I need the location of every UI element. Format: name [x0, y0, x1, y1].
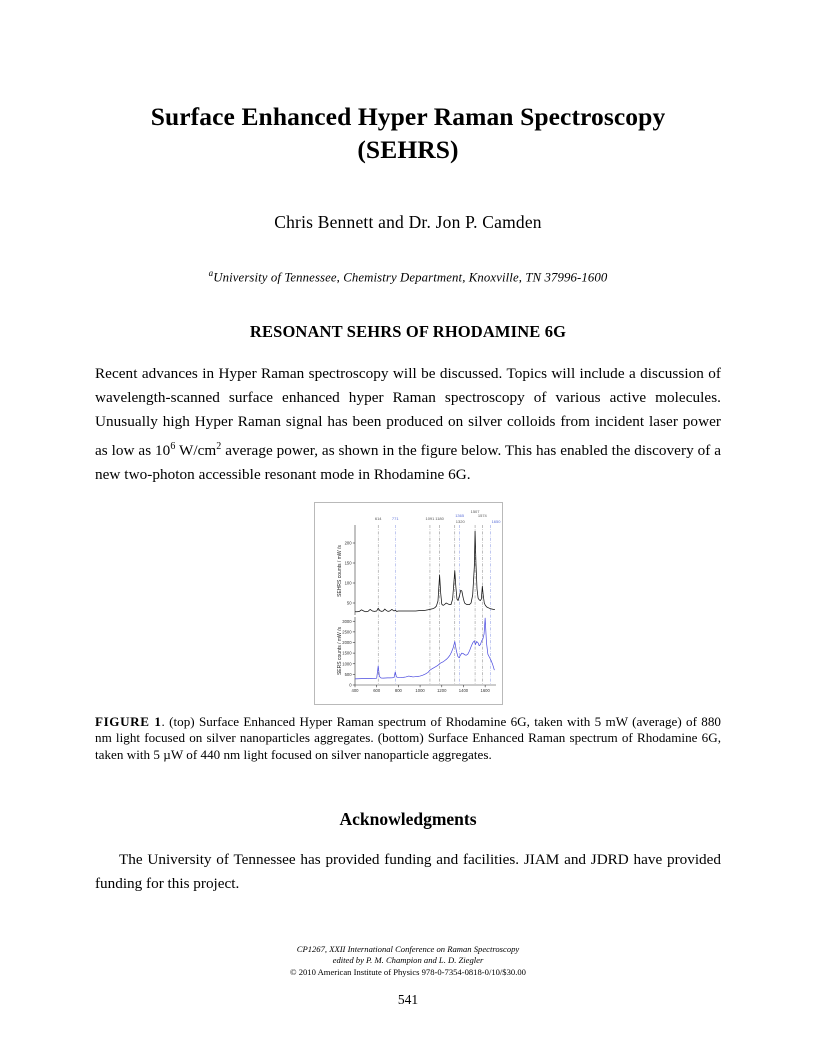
page-content — [95, 0, 721, 1056]
acknowledgments-heading: Acknowledgments — [339, 809, 477, 830]
footer — [95, 944, 721, 978]
figure-number: FIGURE 1 — [95, 713, 162, 729]
figure-1-image — [314, 502, 503, 705]
title-line-1: Surface Enhanced Hyper Raman Spectroscopy — [150, 102, 666, 131]
affiliation — [95, 268, 721, 285]
figure-container — [95, 502, 721, 705]
svg-text:771: 771 — [391, 515, 399, 521]
figure-caption — [95, 714, 721, 763]
acknowledgments-body: The University of Tennessee has provided funding and facilities. JIAM and JDRD have provided funding for this project. — [95, 851, 721, 893]
svg-text:1574: 1574 — [477, 512, 487, 518]
svg-text:3000: 3000 — [341, 618, 352, 624]
svg-text:400: 400 — [351, 688, 358, 694]
abstract-exponent-1: 6 — [170, 440, 176, 452]
abstract-exponent-2: 2 — [216, 440, 222, 452]
svg-text:150: 150 — [344, 560, 352, 566]
svg-text:50: 50 — [346, 600, 352, 606]
figure-caption-text: . (top) Surface Enhanced Hyper Raman spectrum of Rhodamine 6G, taken with 5 mW (average) of 880 nm light focused on silver nanoparticles aggregates. (bottom) Surface Enhanced Raman spectrum of Rhodamine 6G, taken with 5 µW of 440 nm light focused on silver nanoparticle aggregates. — [95, 713, 721, 762]
abstract-paragraph — [95, 362, 721, 487]
svg-text:1000: 1000 — [341, 661, 352, 667]
svg-text:0: 0 — [348, 682, 352, 688]
affiliation-text: University of Tennessee, Chemistry Department, Knoxville, TN 37996-1600 — [213, 270, 608, 285]
page-title — [95, 0, 721, 166]
footer-conference: CP1267, XXII International Conference on Raman Spectroscopy — [296, 944, 520, 954]
footer-editors: edited by P. M. Champion and L. D. Ziegler — [332, 955, 484, 966]
affiliation-marker: a — [208, 268, 214, 278]
svg-text:1500: 1500 — [341, 650, 352, 656]
svg-text:800: 800 — [394, 688, 402, 694]
page-number: 541 — [397, 992, 419, 1007]
svg-text:1200: 1200 — [436, 688, 446, 694]
svg-text:2500: 2500 — [341, 629, 352, 635]
footer-copyright: © 2010 American Institute of Physics 978-0-7354-0818-0/10/$30.00 — [290, 966, 526, 977]
svg-text:500: 500 — [344, 671, 352, 677]
svg-text:2000: 2000 — [341, 639, 352, 645]
author-list: Chris Bennett and Dr. Jon P. Camden — [274, 212, 542, 232]
abstract-part-1: Recent advances in Hyper Raman spectroscopy will be discussed. Topics will include a discussion of wavelength-scanned surface enhanced hyper Raman spectroscopy of various active molecules. Unusually high Hyper Raman signal has been produced on silver colloids from incident laser power as low as 10 — [95, 365, 721, 459]
svg-text:100: 100 — [344, 580, 352, 586]
spectra-plot — [315, 503, 502, 704]
svg-text:614: 614 — [374, 515, 382, 521]
svg-text:1365: 1365 — [454, 512, 464, 518]
svg-text:1320: 1320 — [455, 518, 465, 524]
svg-text:1600: 1600 — [479, 688, 490, 694]
svg-text:1400: 1400 — [458, 688, 468, 694]
svg-text:1000: 1000 — [414, 688, 425, 694]
title-line-2: (SEHRS) — [357, 135, 459, 164]
abstract-part-3: average power, as shown in the figure below. This has enabled the discovery of a new two-photon accessible resonant mode in Rhodamine 6G. — [95, 441, 721, 483]
svg-text:1650: 1650 — [491, 518, 500, 524]
svg-text:200: 200 — [344, 540, 352, 546]
abstract-part-2: W/cm — [175, 441, 217, 459]
svg-text:600: 600 — [372, 688, 380, 694]
svg-text:SEHRS counts / mW /s: SEHRS counts / mW /s — [336, 545, 343, 597]
svg-text:1507: 1507 — [470, 508, 480, 514]
svg-text:SERS counts / mW /s: SERS counts / mW /s — [336, 626, 343, 676]
svg-text:1180: 1180 — [434, 515, 444, 521]
svg-text:1091: 1091 — [424, 515, 434, 521]
section-heading: RESONANT SEHRS OF RHODAMINE 6G — [249, 322, 567, 342]
